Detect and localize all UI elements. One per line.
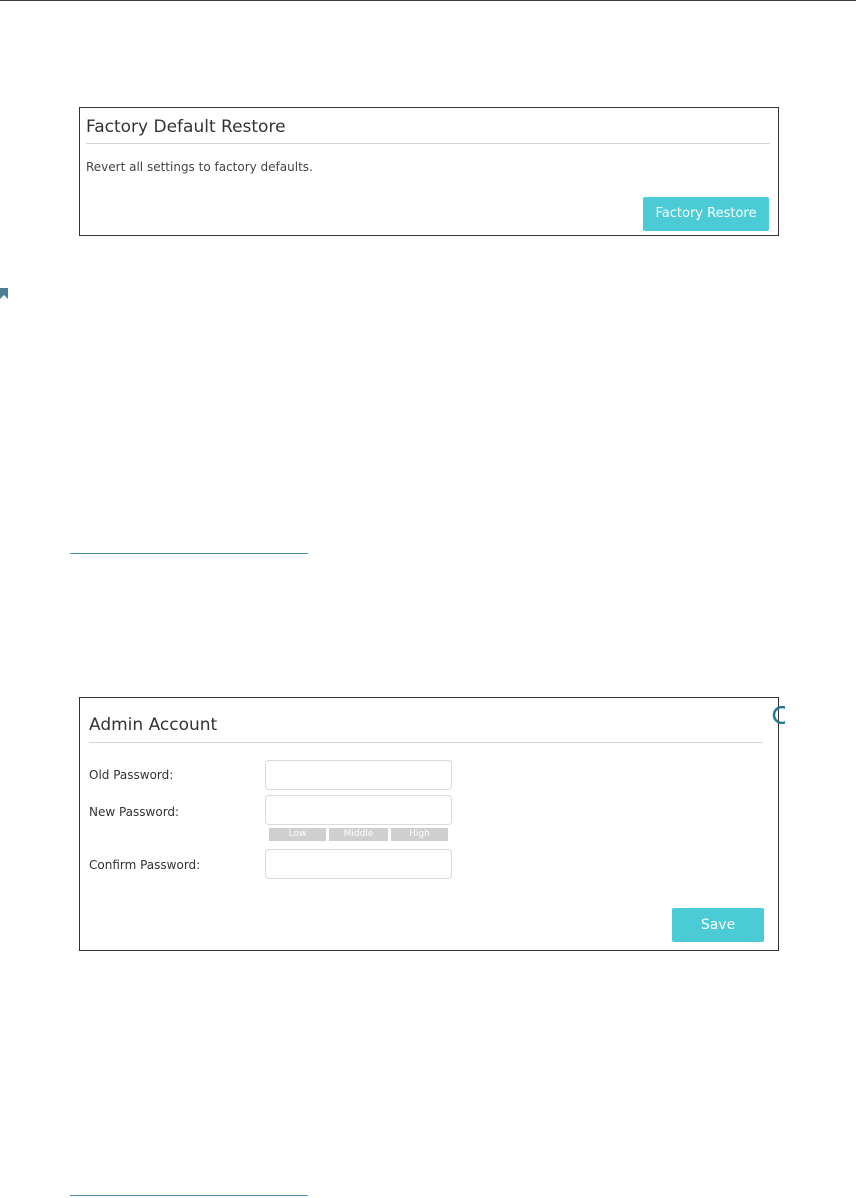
link-underline xyxy=(70,1195,308,1196)
new-password-input[interactable] xyxy=(265,795,452,825)
link-underline xyxy=(70,553,308,554)
factory-restore-button[interactable]: Factory Restore xyxy=(643,197,769,231)
bookmark-marker-icon xyxy=(0,288,8,299)
strength-high-indicator: High xyxy=(391,828,448,841)
help-icon[interactable] xyxy=(771,706,785,724)
panel-divider xyxy=(89,742,763,743)
admin-account-panel xyxy=(79,697,779,951)
old-password-label: Old Password: xyxy=(89,768,174,782)
top-divider xyxy=(0,0,856,1)
panel-title: Admin Account xyxy=(89,715,218,735)
confirm-password-input[interactable] xyxy=(265,849,452,879)
new-password-label: New Password: xyxy=(89,805,180,819)
strength-middle-indicator: Middle xyxy=(329,828,388,841)
factory-restore-description: Revert all settings to factory defaults. xyxy=(86,160,313,174)
save-button[interactable]: Save xyxy=(672,908,764,942)
panel-title: Factory Default Restore xyxy=(86,117,286,137)
panel-divider xyxy=(86,143,770,144)
old-password-input[interactable] xyxy=(265,760,452,790)
confirm-password-label: Confirm Password: xyxy=(89,858,201,872)
factory-default-restore-panel xyxy=(79,107,779,236)
strength-low-indicator: Low xyxy=(269,828,326,841)
